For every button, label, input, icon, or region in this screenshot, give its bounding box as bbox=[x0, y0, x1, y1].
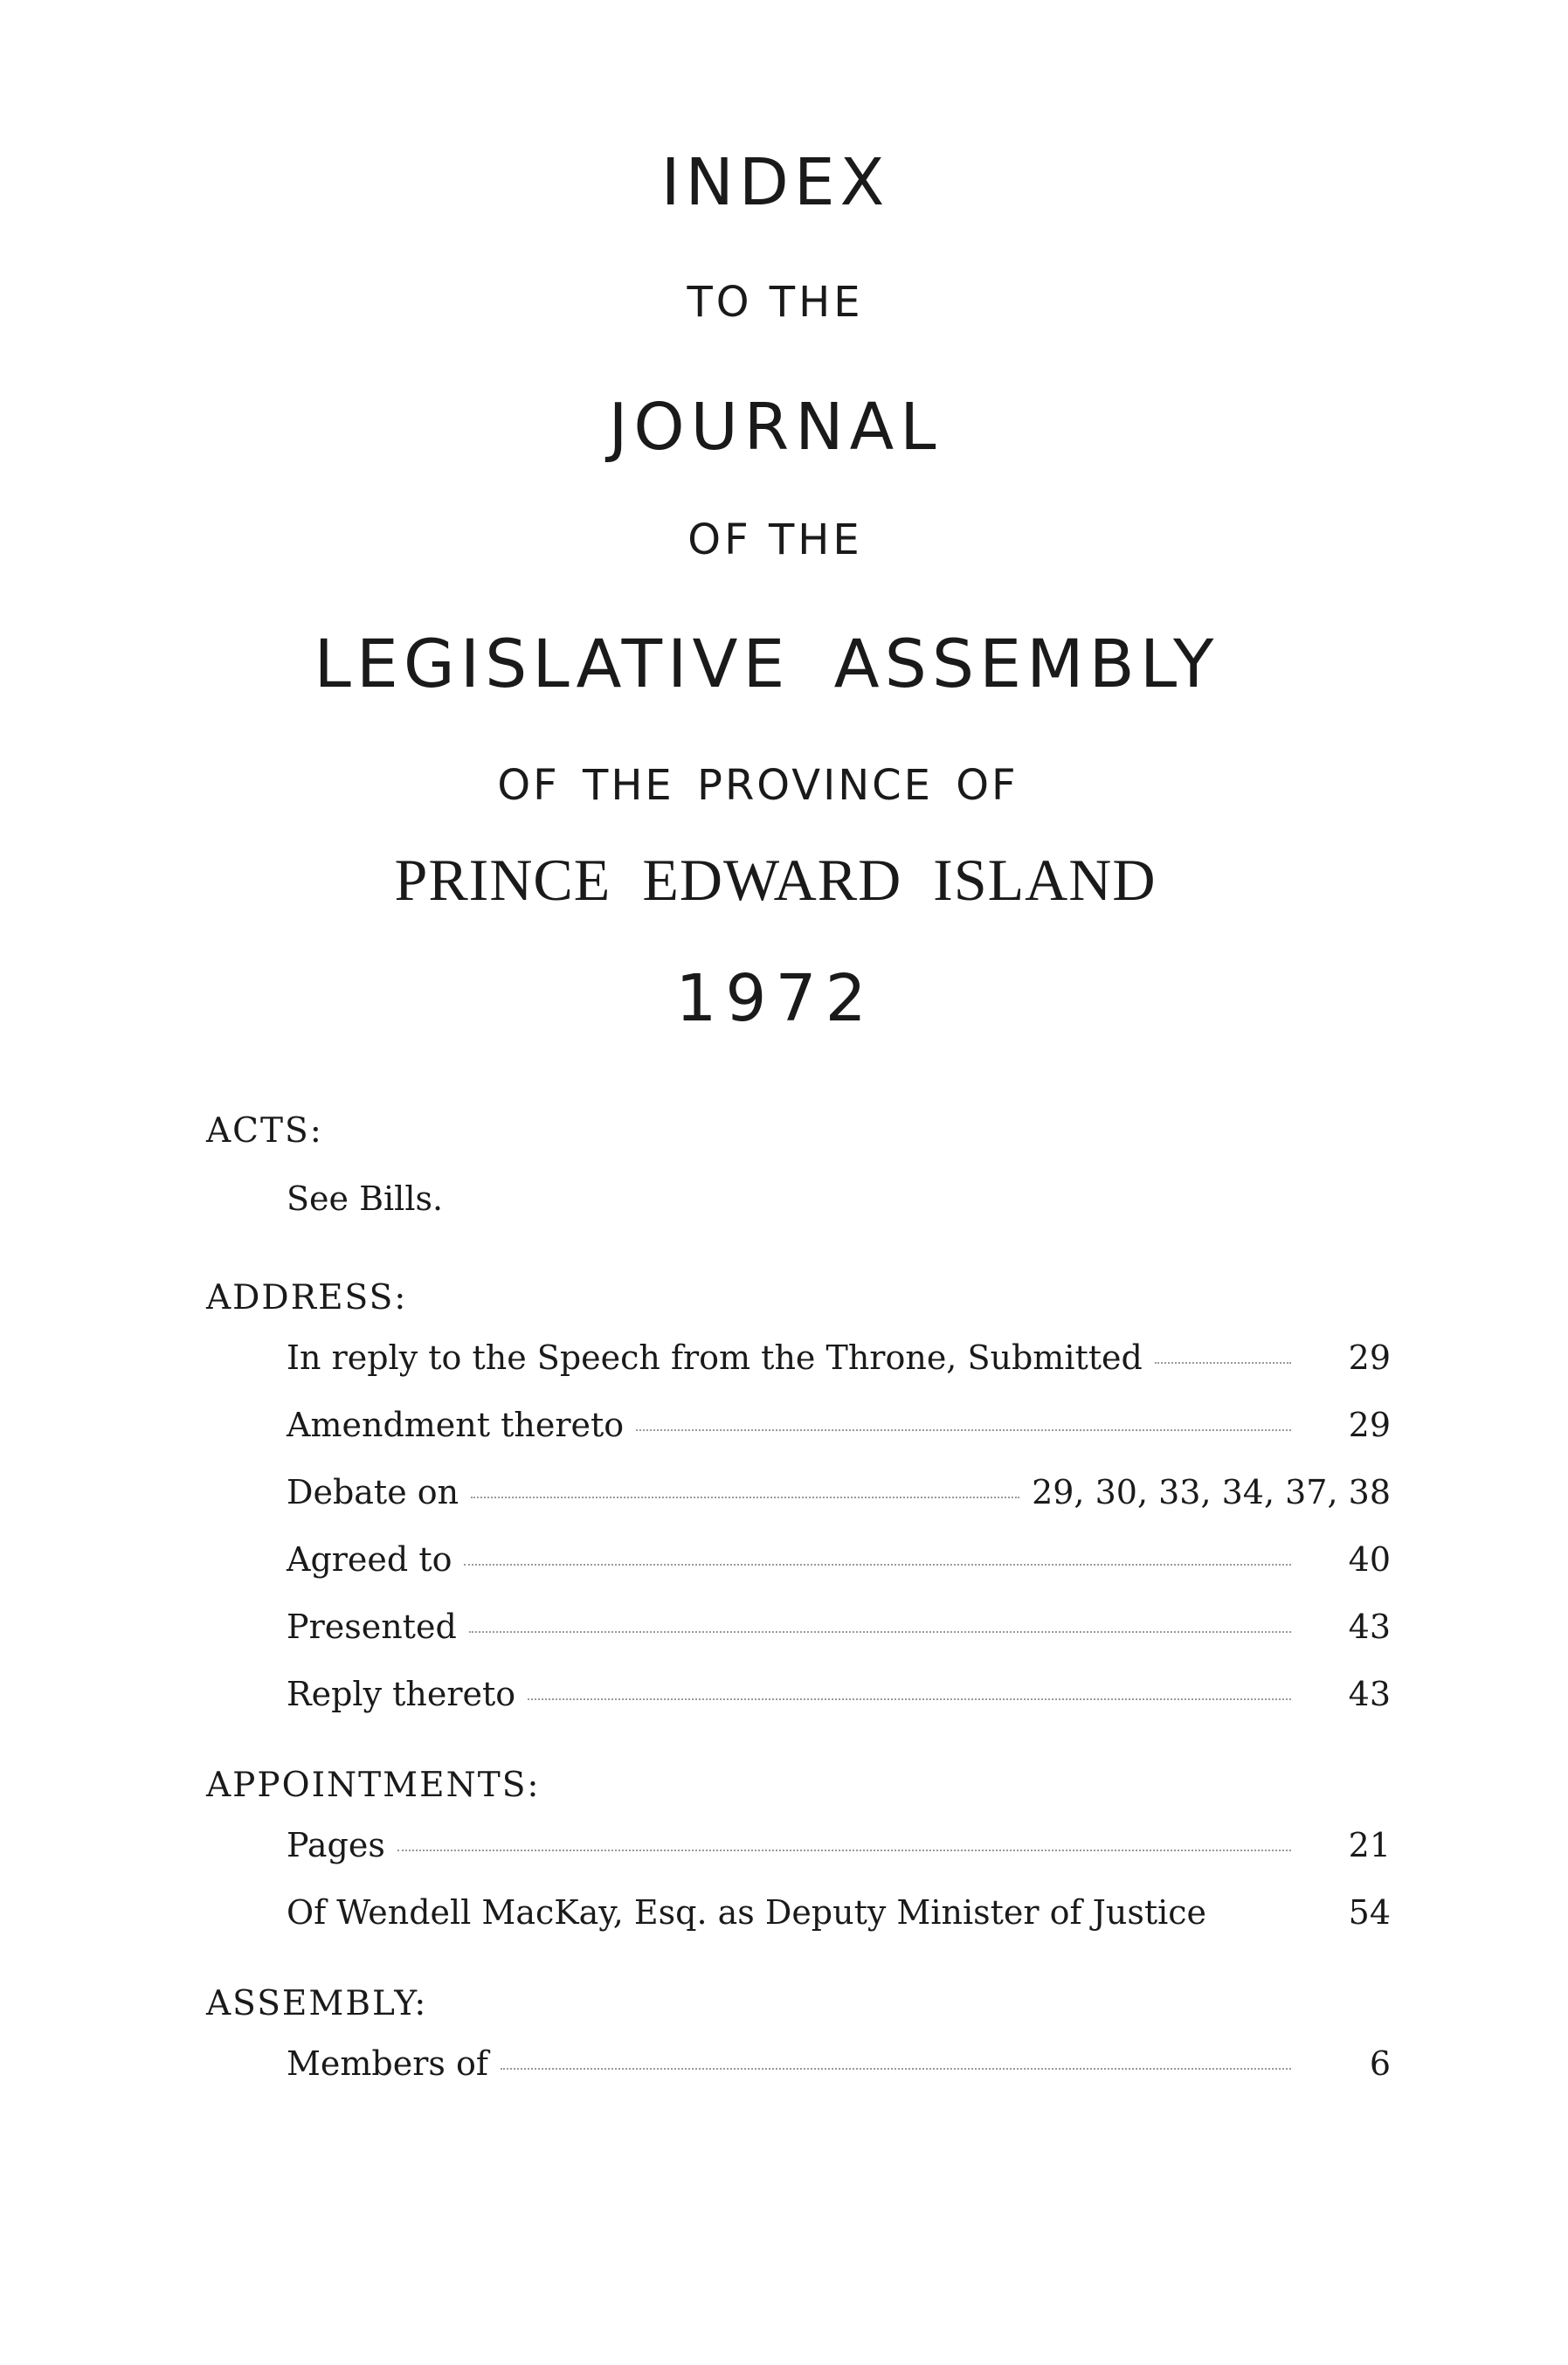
entry-label: Amendment thereto bbox=[287, 1406, 625, 1444]
section-appointments bbox=[206, 1760, 1391, 1947]
see-reference: See Bills. bbox=[287, 1179, 444, 1218]
entry-label: Of Wendell MacKay, Esq. as Deputy Minister of Justice bbox=[287, 1893, 1207, 1932]
index-entry bbox=[206, 1392, 1391, 1459]
index-entry bbox=[206, 1661, 1391, 1728]
section-heading: ACTS: bbox=[206, 1111, 323, 1151]
dot-leader bbox=[1219, 1918, 1291, 1919]
index-entry bbox=[206, 1526, 1391, 1594]
section-assembly bbox=[206, 1978, 1391, 2098]
entry-pages: 54 bbox=[1348, 1893, 1391, 1932]
index-entry bbox=[206, 1879, 1391, 1947]
dot-leader bbox=[469, 1630, 1291, 1633]
dot-leader bbox=[636, 1428, 1291, 1431]
title-of-the-province: OF THE PROVINCE OF bbox=[497, 761, 1019, 810]
entry-pages: 29 bbox=[1348, 1406, 1391, 1444]
title-legislative-assembly: LEGISLATIVE ASSEMBLY bbox=[314, 625, 1219, 702]
index-entry bbox=[206, 1459, 1391, 1526]
title-year: 1972 bbox=[675, 961, 875, 1036]
entry-label: Agreed to bbox=[287, 1540, 452, 1579]
section-address bbox=[206, 1272, 1391, 1728]
index-entry bbox=[206, 2030, 1391, 2098]
index-list bbox=[206, 1105, 1391, 2129]
entry-label: Reply thereto bbox=[287, 1675, 516, 1713]
title-index: INDEX bbox=[660, 145, 890, 220]
section-acts bbox=[206, 1105, 1391, 1241]
index-entry bbox=[206, 1594, 1391, 1661]
entry-pages: 43 bbox=[1348, 1675, 1391, 1713]
index-entry bbox=[206, 1324, 1391, 1392]
dot-leader bbox=[397, 1849, 1291, 1851]
dot-leader bbox=[501, 2067, 1291, 2070]
entry-pages: 43 bbox=[1348, 1608, 1391, 1646]
dot-leader bbox=[528, 1698, 1291, 1700]
dot-leader bbox=[471, 1496, 1019, 1498]
title-to-the: TO THE bbox=[687, 278, 864, 327]
title-journal: JOURNAL bbox=[608, 390, 943, 465]
title-province-name: PRINCE EDWARD ISLAND bbox=[394, 847, 1157, 913]
entry-pages: 21 bbox=[1348, 1826, 1391, 1864]
entry-label: Debate on bbox=[287, 1473, 459, 1511]
entry-pages: 6 bbox=[1369, 2044, 1391, 2083]
section-heading: ASSEMBLY: bbox=[206, 1984, 428, 2023]
entry-pages: 40 bbox=[1348, 1540, 1391, 1579]
entry-pages: 29 bbox=[1348, 1338, 1391, 1377]
entry-label: In reply to the Speech from the Throne, Submitted bbox=[287, 1338, 1143, 1377]
section-heading: APPOINTMENTS: bbox=[206, 1766, 541, 1805]
dot-leader bbox=[1155, 1361, 1291, 1364]
section-heading: ADDRESS: bbox=[206, 1278, 408, 1317]
title-of-the: OF THE bbox=[687, 515, 863, 564]
dot-leader bbox=[464, 1563, 1291, 1566]
entry-label: Pages bbox=[287, 1826, 385, 1864]
index-entry bbox=[206, 1812, 1391, 1879]
entry-label: Presented bbox=[287, 1608, 457, 1646]
entry-label: Members of bbox=[287, 2044, 488, 2083]
entry-pages: 29, 30, 33, 34, 37, 38 bbox=[1032, 1473, 1391, 1511]
